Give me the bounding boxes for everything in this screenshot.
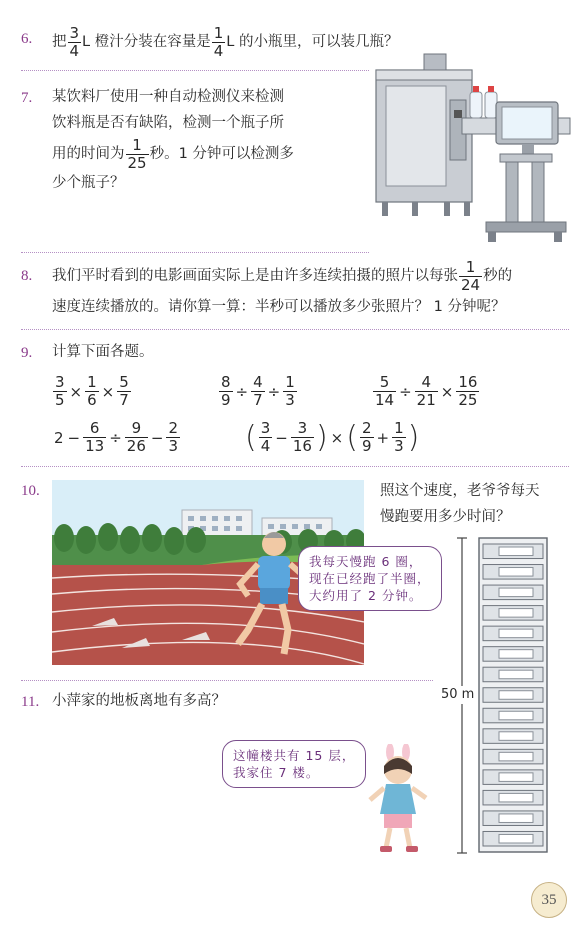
building-window: [499, 568, 533, 577]
q9-expression-5: ( $\frac{3}{4}$ − $\frac{3}{16}$ ) × ( $\frac{2}{9}$ + $\frac{1}{3}$ ): [245, 419, 420, 455]
q6-text: 把 $\frac{3}{4}$ L 橙汁分装在容量是 $\frac{1}{4}$ L 的小瓶里，可以装几瓶？: [52, 23, 399, 60]
q6-number: 6.: [21, 31, 33, 47]
q10-question-line1: 照这个速度，老爷爷每天: [380, 483, 540, 499]
q9-expression-2: $\frac{8}{9}$ ÷ $\frac{4}{7}$ ÷ $\frac{1}{3}$: [221, 373, 295, 409]
q11-number: 11.: [21, 694, 40, 710]
building-window: [499, 629, 533, 638]
q7-line4: 少个瓶子？: [52, 175, 125, 191]
building-window: [499, 547, 533, 556]
building-window: [499, 793, 533, 802]
q8-number: 8.: [21, 268, 33, 284]
q10-number: 10.: [21, 483, 40, 499]
q8-line2: 速度连续播放的。请你算一算：半秒可以播放多少张照片？ 1 分钟呢？: [52, 299, 506, 315]
q7-line2: 饮料瓶是否有缺陷，检测一个瓶子所: [52, 115, 284, 131]
q9-number: 9.: [21, 345, 33, 361]
q6-fraction-b: $\frac{1}{4}$: [213, 23, 224, 60]
q11-text: 小萍家的地板离地有多高？: [52, 693, 226, 709]
building-window: [499, 773, 533, 782]
q8-fraction: $\frac{1}{24}$: [461, 257, 481, 294]
building-window: [499, 834, 533, 843]
divider-7-8: [21, 252, 369, 253]
divider-6-7: [21, 70, 369, 71]
q8-line1: 我们平时看到的电影画面实际上是由许多连续拍摄的照片以每张 $\frac{1}{24}$ 秒的: [52, 257, 513, 294]
q7-line3: 用的时间为 $\frac{1}{25}$ 秒。1 分钟可以检测多: [52, 135, 294, 172]
building-height-label: 50 m: [441, 687, 475, 702]
q9-expression-3: $\frac{5}{14}$ ÷ $\frac{4}{21}$ × $\frac{16}{25}$: [375, 373, 478, 409]
building-window: [499, 650, 533, 659]
q9-title: 计算下面各题。: [52, 344, 154, 360]
divider-9-10: [21, 466, 569, 467]
girl-illustration: [360, 744, 440, 854]
building-window: [499, 814, 533, 823]
building-window: [499, 732, 533, 741]
q7-line1: 某饮料厂使用一种自动检测仪来检测: [52, 89, 284, 105]
q9-expression-1: $\frac{3}{5}$ × $\frac{1}{6}$ × $\frac{5}{7}$: [55, 373, 129, 409]
building-window: [499, 588, 533, 597]
building-window: [499, 752, 533, 761]
q10-question-line2: 慢跑要用多少时间？: [380, 509, 511, 525]
divider-8-9: [21, 329, 569, 330]
building-floors: [483, 544, 543, 846]
q7-fraction: $\frac{1}{25}$: [127, 135, 147, 172]
q7-number: 7.: [21, 90, 33, 106]
q9-expression-4: 2 − $\frac{6}{13}$ ÷ $\frac{9}{26}$ − $\frac{2}{3}$: [54, 419, 179, 455]
page-number: 35: [531, 882, 567, 918]
divider-10-11: [21, 680, 433, 681]
building-window: [499, 711, 533, 720]
building-window: [499, 691, 533, 700]
q6-fraction-a: $\frac{3}{4}$: [69, 23, 80, 60]
q10-speech-bubble: 我每天慢跑 6 圈， 现在已经跑了半圈， 大约用了 2 分钟。: [298, 546, 442, 611]
q11-speech-bubble: 这幢楼共有 15 层， 我家住 7 楼。: [222, 740, 366, 788]
building-window: [499, 670, 533, 679]
building-window: [499, 609, 533, 618]
inspection-machine-illustration: [372, 50, 572, 255]
